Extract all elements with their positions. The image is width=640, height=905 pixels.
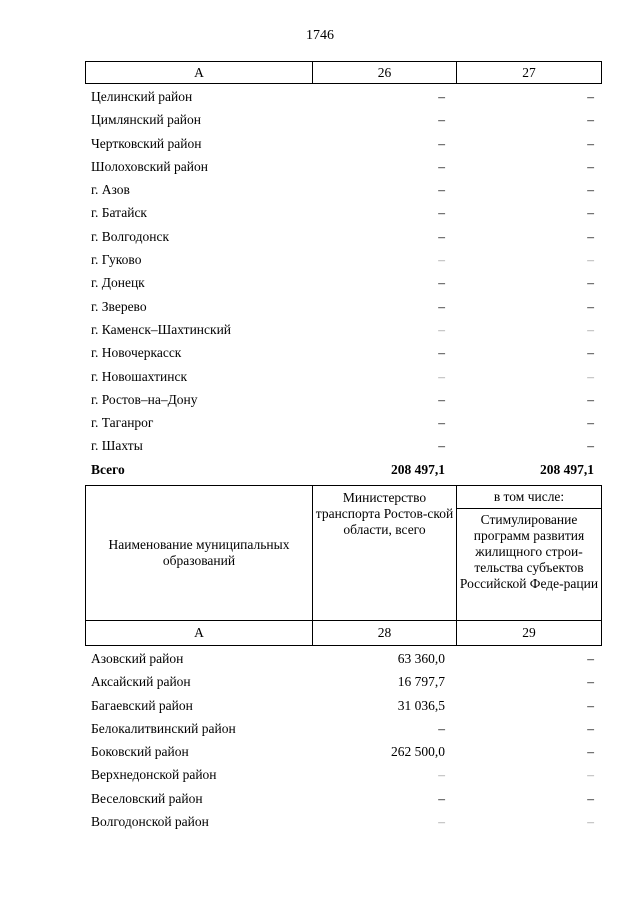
row-value-2: – [587,275,594,291]
table-row [85,694,601,717]
table-row [85,810,601,833]
row-value-2: – [587,135,594,151]
col-number-a: А [86,62,313,84]
col-number-28: 28 [313,621,457,646]
row-value-2: – [587,415,594,431]
row-name: Цимлянский район [91,112,202,128]
row-value-1: – [438,298,445,314]
row-name: Целинский район [91,89,193,104]
row-name: Шолоховский район [91,158,208,174]
table-row [85,434,601,457]
row-value-2: – [587,697,594,713]
total-value-2: 208 497,1 [540,461,594,477]
table-row [85,318,601,341]
row-value-2: – [587,790,594,806]
row-value-1: 31 036,5 [397,697,445,713]
row-name: г. Ростов–на–Дону [91,391,198,407]
table-row [85,271,601,294]
row-value-2: – [587,744,594,760]
table-row [85,365,601,388]
table-row [85,341,601,364]
row-name: г. Зверево [91,298,147,314]
row-value-1: – [438,252,445,268]
table-row [85,763,601,786]
row-value-2: – [587,345,594,361]
table-row [85,295,601,318]
row-value-1: – [438,112,445,128]
table-row [85,787,601,810]
table-row [85,670,601,693]
row-value-2: – [587,651,594,666]
col-number-29: 29 [457,621,602,646]
total-row [85,458,601,481]
table-row [85,85,601,108]
row-value-1: – [438,391,445,407]
page-number: 1746 [306,28,334,43]
header-including: в том числе: [457,486,602,509]
row-value-1: – [438,345,445,361]
row-value-1: – [438,767,445,783]
row-name: Веселовский район [91,790,203,806]
row-value-1: 16 797,7 [397,674,445,690]
row-value-2: – [587,814,594,830]
row-value-1: – [438,415,445,431]
row-name: г. Донецк [91,275,145,291]
row-value-1: – [438,321,445,337]
table1-body [85,85,601,481]
table-row [85,108,601,131]
table2-body [85,647,601,833]
row-name: г. Волгодонск [91,228,170,244]
row-name: г. Новочеркасск [91,345,182,361]
row-name: г. Таганрог [91,415,154,431]
table-row [85,225,601,248]
table-row [85,388,601,411]
row-name: Верхнедонской район [91,767,217,783]
row-value-2: – [587,205,594,221]
row-name: Боковский район [91,744,189,760]
row-value-2: – [587,158,594,174]
row-name: г. Гуково [91,252,142,268]
table-row [85,740,601,763]
row-value-1: – [438,790,445,806]
col-number-27: 27 [457,62,602,84]
table2-header [85,485,602,646]
row-name: Азовский район [91,651,184,666]
row-value-1: – [438,228,445,244]
table1-column-numbers-header [85,61,602,84]
row-value-2: – [587,182,594,198]
row-value-1: – [438,814,445,830]
row-value-1: – [438,182,445,198]
row-name: г. Шахты [91,438,143,454]
total-value-1: 208 497,1 [391,461,445,477]
table-row [85,201,601,224]
row-value-1: – [438,89,445,104]
row-value-2: – [587,391,594,407]
table-row [85,411,601,434]
row-name: Чертковский район [91,135,202,151]
row-value-2: – [587,321,594,337]
row-value-2: – [587,767,594,783]
row-value-1: – [438,158,445,174]
row-name: Багаевский район [91,697,193,713]
row-name: Белокалитвинский район [91,720,236,736]
row-value-1: – [438,205,445,221]
row-value-1: – [438,135,445,151]
row-value-2: – [587,228,594,244]
row-value-2: – [587,720,594,736]
row-name: г. Новошахтинск [91,368,187,384]
row-value-2: – [587,89,594,104]
total-label: Всего [91,461,125,477]
row-name: г. Азов [91,182,130,198]
row-value-2: – [587,438,594,454]
table-row [85,717,601,740]
row-name: Аксайский район [91,674,191,690]
row-name: г. Батайск [91,205,147,221]
row-value-1: – [438,720,445,736]
header-housing-programs: Стимулирование программ развития жилищного строи-тельства субъектов Российской Феде-рации [457,509,602,621]
row-value-1: – [438,275,445,291]
row-value-2: – [587,298,594,314]
row-value-2: – [587,112,594,128]
row-value-2: – [587,252,594,268]
col-number-26: 26 [313,62,457,84]
table-row [85,155,601,178]
table-row [85,132,601,155]
row-name: г. Каменск–Шахтинский [91,321,232,337]
row-value-1: – [438,368,445,384]
row-value-2: – [587,674,594,690]
row-value-2: – [587,368,594,384]
col-number-a: А [86,621,313,646]
row-value-1: 262 500,0 [391,744,445,760]
header-municipal-name: Наименование муниципальных образований [86,486,313,621]
row-name: Волгодонской район [91,814,209,830]
header-ministry-total: Министерство транспорта Ростов-ской области, всего [313,486,457,621]
row-value-1: – [438,438,445,454]
table-row [85,178,601,201]
table-row [85,248,601,271]
row-value-1: 63 360,0 [397,651,445,666]
table-row [85,647,601,670]
